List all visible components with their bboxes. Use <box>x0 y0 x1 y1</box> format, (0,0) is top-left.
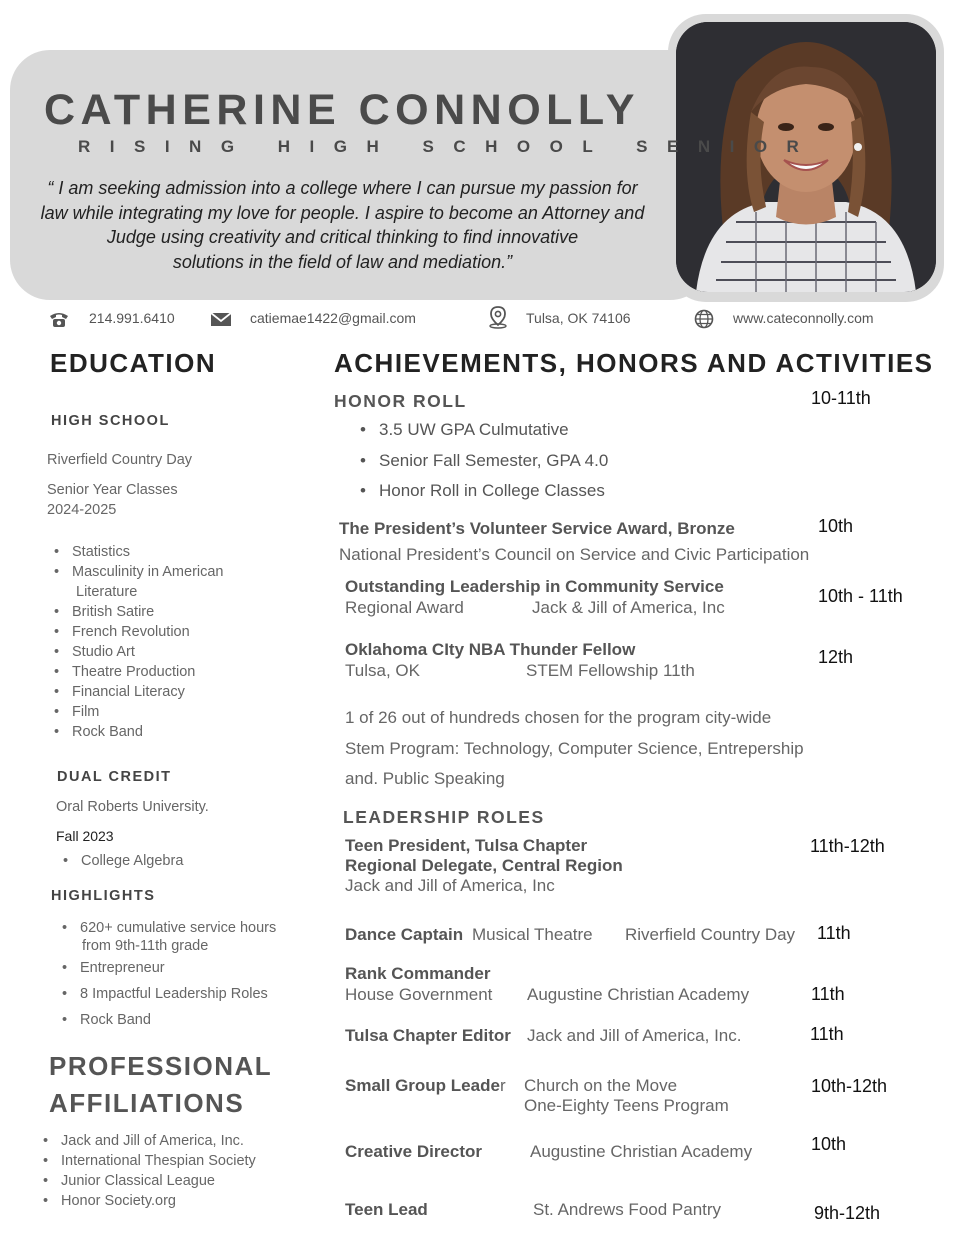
rank-commander-activity: House Government <box>345 985 493 1004</box>
volunteer-award-years: 10th <box>818 516 854 536</box>
small-group-leader-role <box>345 1076 506 1096</box>
highlights-list <box>55 919 276 1029</box>
quote-line: Judge using creativity and critical thinking to find innovative <box>106 227 579 247</box>
list-item: • Film <box>47 702 224 722</box>
candidate-subtitle: RISING HIGH SCHOOL SENIOR <box>78 137 819 156</box>
teen-president-years: 11th-12th <box>810 836 885 856</box>
envelope-icon <box>210 309 232 329</box>
dual-credit-term: Fall 2023 <box>56 828 114 844</box>
honor-roll-item: • 3.5 UW GPA Culmutative <box>355 420 569 440</box>
dance-captain-activity: Musical Theatre <box>472 925 593 944</box>
list-item: • French Revolution <box>47 622 224 642</box>
website-link[interactable]: www.cateconnolly.com <box>733 310 874 326</box>
quote-line: solutions in the field of law and mediation.” <box>172 251 513 272</box>
leadership-award-title: Outstanding Leadership in Community Service <box>345 577 724 596</box>
candidate-name: CATHERINE CONNOLLY <box>44 86 640 134</box>
list-item: • Entrepreneur <box>55 959 276 977</box>
regional-delegate-title: Regional Delegate, Central Region <box>345 856 623 875</box>
education-heading: EDUCATION <box>50 348 217 378</box>
dance-captain-role: Dance Captain <box>345 925 464 944</box>
list-item: • Honor Society.org <box>36 1191 256 1211</box>
list-item: • Jack and Jill of America, Inc. <box>36 1131 256 1151</box>
small-group-org-line: Church on the Move <box>524 1076 678 1095</box>
location-text: Tulsa, OK 74106 <box>526 310 631 326</box>
list-item-continuation: Literature <box>76 584 138 600</box>
thunder-fellow-title: Oklahoma CIty NBA Thunder Fellow <box>345 640 636 659</box>
location-pin-icon <box>487 305 509 329</box>
senior-classes-list <box>47 542 224 742</box>
leadership-award-org: Jack & Jill of America, Inc <box>532 598 725 617</box>
affiliations-heading-line: AFFILIATIONS <box>49 1088 245 1118</box>
small-group-org-line: One-Eighty Teens Program <box>524 1096 729 1115</box>
phone-icon <box>48 309 70 329</box>
dual-credit-list <box>56 851 183 871</box>
list-item: • Studio Art <box>47 642 224 662</box>
dance-captain-years: 11th <box>817 923 851 943</box>
affiliations-heading <box>49 1048 272 1122</box>
thunder-fellow-program: STEM Fellowship 11th <box>526 661 695 680</box>
high-school-name: Riverfield Country Day <box>47 452 193 468</box>
dual-credit-heading: DUAL CREDIT <box>57 769 172 785</box>
globe-icon <box>693 309 715 329</box>
teen-lead-org: St. Andrews Food Pantry <box>533 1200 722 1219</box>
list-item-continuation: from 9th-11th grade <box>82 938 209 954</box>
rank-commander-role: Rank Commander <box>345 964 491 983</box>
email-address[interactable]: catiemae1422@gmail.com <box>250 310 416 326</box>
thunder-desc-line: 1 of 26 out of hundreds chosen for the program city-wide <box>345 708 772 727</box>
small-group-years: 10th-12th <box>811 1076 888 1096</box>
list-item: • 8 Impactful Leadership Roles <box>55 985 276 1003</box>
list-item: • Rock Band <box>47 722 224 742</box>
list-item: • Theatre Production <box>47 662 224 682</box>
achievements-heading: ACHIEVEMENTS, HONORS AND ACTIVITIES <box>334 348 934 378</box>
affiliations-list <box>36 1131 256 1211</box>
chapter-editor-role: Tulsa Chapter Editor <box>345 1026 511 1045</box>
dance-captain-org: Riverfield Country Day <box>625 925 796 944</box>
creative-director-role: Creative Director <box>345 1142 483 1161</box>
teen-lead-years: 9th-12th <box>814 1203 881 1223</box>
leadership-roles-heading: LEADERSHIP ROLES <box>343 807 545 827</box>
leadership-award-years: 10th - 11th <box>818 586 903 606</box>
phone-number[interactable]: 214.991.6410 <box>89 310 175 326</box>
quote-line: law while integrating my love for people. I aspire to become an Attorney and <box>40 202 645 223</box>
small-group-leader-role-bold: Small Group Leade <box>345 1076 500 1095</box>
volunteer-award-org: National President’s Council on Service and Civic Participation <box>339 545 810 564</box>
thunder-desc-line: Stem Program: Technology, Computer Science, Entrepership <box>345 739 804 758</box>
profile-photo <box>676 22 936 292</box>
list-item: • 620+ cumulative service hours <box>55 919 276 937</box>
honor-roll-item: • Senior Fall Semester, GPA 4.0 <box>355 451 608 471</box>
affiliations-heading-line: PROFESSIONAL <box>49 1051 273 1081</box>
objective-quote <box>20 176 665 274</box>
list-item: • International Thespian Society <box>36 1151 256 1171</box>
teen-lead-role: Teen Lead <box>345 1200 428 1219</box>
list-item: • British Satire <box>47 602 224 622</box>
teen-president-org: Jack and Jill of America, Inc <box>345 876 555 895</box>
list-item: • College Algebra <box>56 851 183 871</box>
small-group-leader-role-tail: r <box>499 1076 506 1095</box>
list-item: • Junior Classical League <box>36 1171 256 1191</box>
rank-commander-years: 11th <box>811 984 845 1004</box>
thunder-desc-line: and. Public Speaking <box>345 769 505 788</box>
honor-roll-years: 10-11th <box>811 388 871 408</box>
classes-year: 2024-2025 <box>47 502 117 518</box>
creative-director-org: Augustine Christian Academy <box>530 1142 753 1161</box>
list-item: • Rock Band <box>55 1011 276 1029</box>
honor-roll-item: • Honor Roll in College Classes <box>355 481 605 501</box>
thunder-fellow-years: 12th <box>818 647 854 667</box>
list-item: • Masculinity in American <box>47 562 224 582</box>
teen-president-title: Teen President, Tulsa Chapter <box>345 836 588 855</box>
classes-label: Senior Year Classes <box>47 482 178 498</box>
volunteer-award-title: The President’s Volunteer Service Award, Bronze <box>339 519 735 538</box>
chapter-editor-years: 11th <box>810 1024 844 1044</box>
thunder-fellow-location: Tulsa, OK <box>345 661 420 680</box>
list-item: • Financial Literacy <box>47 682 224 702</box>
rank-commander-org: Augustine Christian Academy <box>527 985 750 1004</box>
list-item: • Statistics <box>47 542 224 562</box>
creative-director-years: 10th <box>811 1134 847 1154</box>
dual-credit-school: Oral Roberts University. <box>56 799 209 815</box>
chapter-editor-org: Jack and Jill of America, Inc. <box>527 1026 742 1045</box>
highlights-heading: HIGHLIGHTS <box>51 888 156 904</box>
high-school-heading: HIGH SCHOOL <box>51 413 170 429</box>
leadership-award-type: Regional Award <box>345 598 464 617</box>
quote-line: “ I am seeking admission into a college where I can pursue my passion for <box>47 178 638 198</box>
honor-roll-heading: HONOR ROLL <box>334 391 467 411</box>
